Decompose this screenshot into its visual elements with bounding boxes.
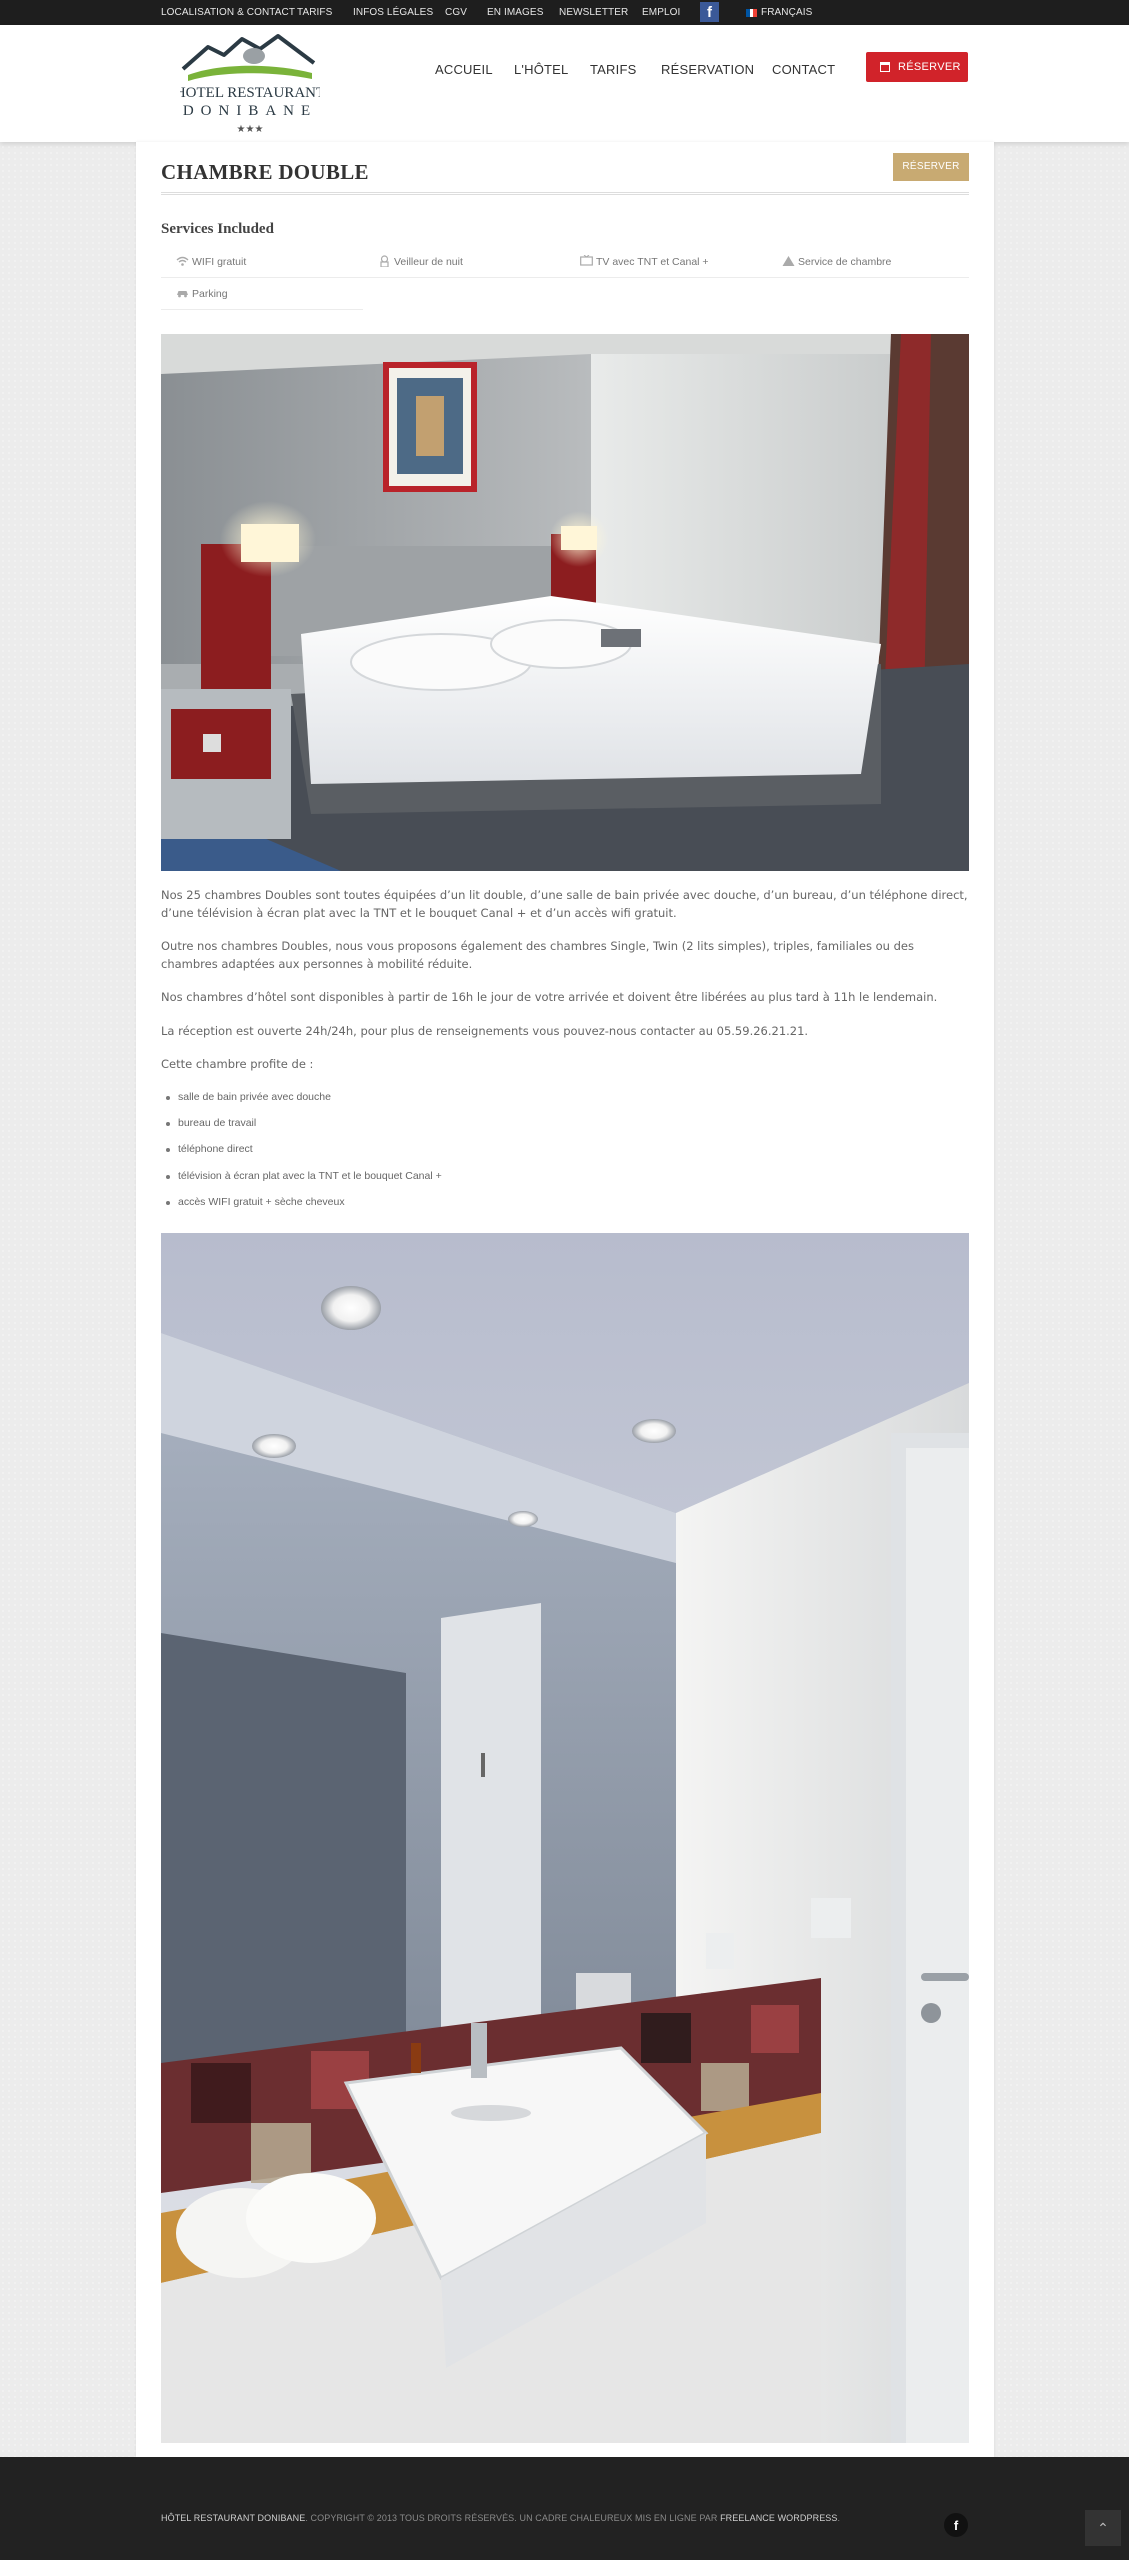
- bedroom-photo: [161, 334, 969, 871]
- service-label: Parking: [192, 288, 228, 300]
- nav-item-hotel[interactable]: L'HÔTEL: [514, 62, 569, 77]
- description-paragraph: Nos 25 chambres Doubles sont toutes équipées d’un lit double, d’une salle de bain privée avec douche, d’un bureau, d’un téléphone direct, d’une télévision à écran plat avec la TNT et le bouquet Canal + et d’un accès wifi gratuit.: [161, 888, 968, 920]
- footer-end: .: [837, 2513, 841, 2523]
- topbar-link-en-images[interactable]: EN IMAGES: [487, 7, 544, 18]
- service-label: Veilleur de nuit: [394, 256, 463, 268]
- title-divider: [161, 192, 969, 195]
- logo-line1: HOTEL RESTAURANT: [180, 85, 320, 101]
- header-reserve-button[interactable]: [866, 52, 968, 82]
- topbar-link-newsletter[interactable]: NEWSLETTER: [559, 7, 629, 18]
- service-item-tv: [565, 250, 767, 278]
- nav-item-tarifs[interactable]: TARIFS: [590, 62, 637, 77]
- calendar-icon: [880, 62, 890, 72]
- mountain-logo-icon: [180, 33, 320, 137]
- topbar-link-cgv[interactable]: CGV: [445, 7, 467, 18]
- top-bar: [0, 0, 1129, 25]
- footer-credit-link[interactable]: FREELANCE WORDPRESS: [720, 2513, 838, 2523]
- list-item: télévision à écran plat avec la TNT et le bouquet Canal +: [178, 1170, 442, 1182]
- service-item-wifi: [161, 250, 363, 278]
- room-service-icon: [782, 255, 795, 267]
- nav-item-accueil[interactable]: ACCUEIL: [435, 62, 493, 77]
- room-reserve-button[interactable]: RÉSERVER: [893, 153, 969, 181]
- footer-copyright-text: . COPYRIGHT © 2013 TOUS DROITS RÉSERVÉS. UN CADRE CHALEUREUX MIS EN LIGNE PAR: [305, 2513, 718, 2523]
- features-intro: Cette chambre profite de :: [161, 1057, 314, 1071]
- french-flag-icon[interactable]: [746, 9, 757, 17]
- description-paragraph: Outre nos chambres Doubles, nous vous proposons également des chambres Single, Twin (2 lits simples), triples, familiales ou des chambres adaptées aux personnes à mobilité réduite.: [161, 939, 914, 971]
- hotel-logo[interactable]: [180, 33, 320, 137]
- service-label: TV avec TNT et Canal +: [596, 256, 709, 268]
- page-title: CHAMBRE DOUBLE: [161, 160, 369, 184]
- header-reserve-label: RÉSERVER: [898, 61, 961, 73]
- night-watch-icon: [378, 255, 391, 267]
- nav-item-reservation[interactable]: RÉSERVATION: [661, 62, 755, 77]
- service-label: WIFI gratuit: [192, 256, 247, 268]
- wifi-icon: [176, 255, 189, 267]
- site-footer: [0, 2457, 1129, 2560]
- footer-facebook-icon[interactable]: f: [944, 2513, 968, 2537]
- back-to-top-button[interactable]: ⌃: [1085, 2510, 1121, 2546]
- language-selector[interactable]: FRANÇAIS: [761, 7, 813, 18]
- service-label: Service de chambre: [798, 256, 892, 268]
- service-item-night-watch: [363, 250, 565, 278]
- car-icon: [176, 287, 189, 299]
- logo-line2: DONIBANE: [182, 103, 318, 119]
- services-heading: Services Included: [161, 221, 274, 237]
- list-item: salle de bain privée avec douche: [178, 1091, 331, 1103]
- service-item-room-service: [767, 250, 969, 278]
- topbar-link-infos-legales[interactable]: INFOS LÉGALES: [353, 7, 434, 18]
- topbar-link-tarifs[interactable]: TARIFS: [297, 7, 333, 18]
- service-item-parking: [161, 282, 363, 310]
- site-header: [0, 25, 1129, 142]
- topbar-link-emploi[interactable]: EMPLOI: [642, 7, 681, 18]
- list-item: accès WIFI gratuit + sèche cheveux: [178, 1196, 345, 1208]
- list-item: bureau de travail: [178, 1117, 257, 1129]
- tv-icon: [580, 255, 593, 267]
- nav-item-contact[interactable]: CONTACT: [772, 62, 836, 77]
- topbar-link-localisation[interactable]: LOCALISATION & CONTACT: [161, 7, 296, 18]
- reception-paragraph: La réception est ouverte 24h/24h, pour plus de renseignements vous pouvez-nous contacter au 05.59.26.21.21.: [161, 1024, 809, 1038]
- availability-paragraph: Nos chambres d’hôtel sont disponibles à partir de 16h le jour de votre arrivée et doivent être libérées au plus tard à 11h le lendemain.: [161, 990, 938, 1004]
- list-item: téléphone direct: [178, 1143, 253, 1155]
- facebook-icon[interactable]: f: [700, 2, 719, 22]
- logo-stars: ★★★: [236, 124, 264, 135]
- bathroom-photo: [161, 1233, 969, 2443]
- footer-brand[interactable]: HÔTEL RESTAURANT DONIBANE: [161, 2513, 306, 2523]
- footer-copyright: [161, 2513, 840, 2523]
- content-panel: [136, 142, 994, 2457]
